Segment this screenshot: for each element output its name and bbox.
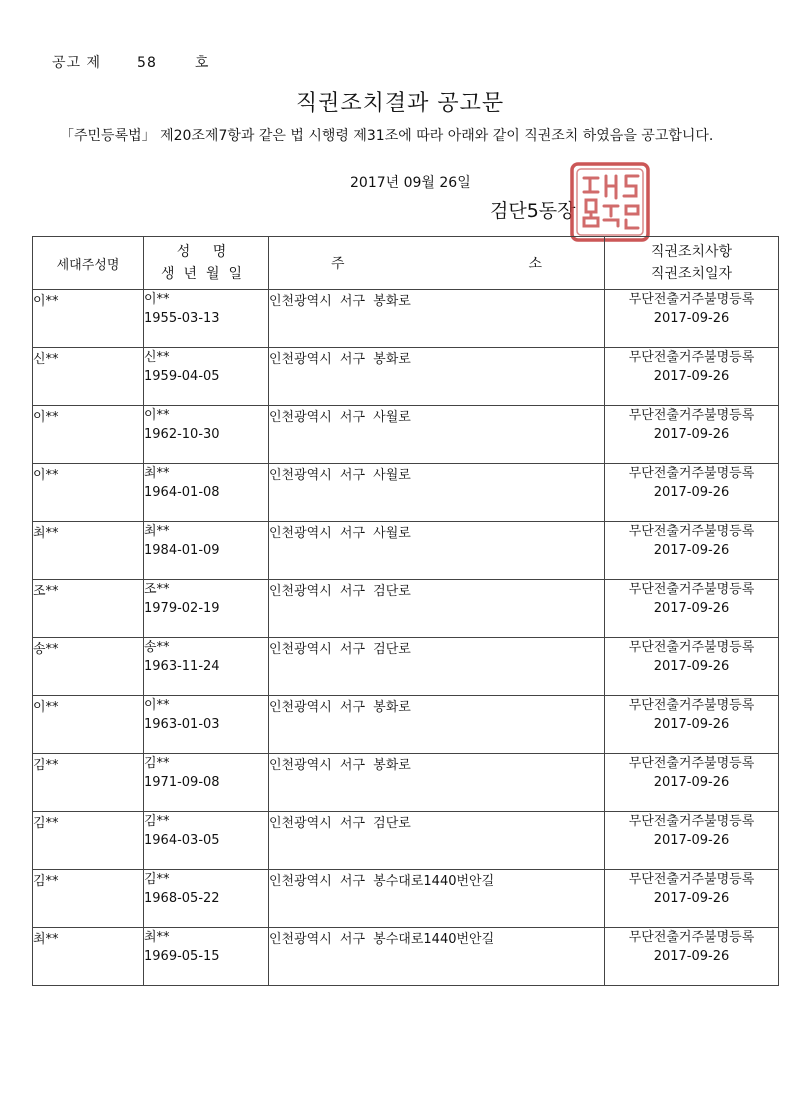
address-cell: 인천광역시 서구 검단로 [269,580,605,638]
address-cell: 인천광역시 서구 사월로 [269,406,605,464]
header-address-right: 소 [528,256,542,272]
action-cell [605,522,779,580]
header-address [269,237,605,290]
householder-cell: 이** [33,464,144,522]
birth-date: 1955-03-13 [144,311,220,326]
action-cell [605,754,779,812]
person-name: 최** [144,466,170,481]
header-name-birth [144,237,269,290]
header-action-date-label: 직권조치일자 [650,266,733,282]
person-cell [144,696,269,754]
householder-cell: 송** [33,638,144,696]
action-type: 무단전출거주불명등록 [628,524,755,539]
action-cell [605,638,779,696]
table-row [33,580,779,638]
person-name: 최** [144,930,170,945]
action-date: 2017-09-26 [653,543,730,558]
person-cell [144,580,269,638]
action-cell [605,870,779,928]
householder-cell: 최** [33,928,144,986]
action-type: 무단전출거주불명등록 [628,466,755,481]
table-row [33,464,779,522]
action-date: 2017-09-26 [653,717,730,732]
registry-table [32,236,779,986]
address-cell: 인천광역시 서구 검단로 [269,812,605,870]
birth-date: 1964-01-08 [144,485,220,500]
householder-cell: 김** [33,812,144,870]
person-cell [144,870,269,928]
action-type: 무단전출거주불명등록 [628,582,755,597]
header-name-label: 성 명 [176,244,236,260]
header-action [605,237,779,290]
person-cell [144,812,269,870]
householder-cell: 조** [33,580,144,638]
action-cell [605,812,779,870]
action-date: 2017-09-26 [653,949,730,964]
action-cell [605,406,779,464]
householder-cell: 김** [33,754,144,812]
person-cell [144,638,269,696]
birth-date: 1963-11-24 [144,659,220,674]
action-cell [605,928,779,986]
person-name: 김** [144,872,170,887]
action-date: 2017-09-26 [653,427,730,442]
table-header-row [33,237,779,290]
address-cell: 인천광역시 서구 사월로 [269,464,605,522]
action-type: 무단전출거주불명등록 [628,814,755,829]
person-name: 최** [144,524,170,539]
householder-cell: 김** [33,870,144,928]
official-seal-icon [568,160,652,244]
table-row [33,696,779,754]
person-name: 조** [144,582,170,597]
person-name: 이** [144,292,170,307]
table-row [33,812,779,870]
action-type: 무단전출거주불명등록 [628,408,755,423]
header-birth-label: 생년월일 [160,266,252,282]
address-cell: 인천광역시 서구 봉화로 [269,754,605,812]
person-name: 송** [144,640,170,655]
table-row [33,290,779,348]
address-cell: 인천광역시 서구 봉수대로1440번안길 [269,870,605,928]
person-cell [144,522,269,580]
table-row [33,928,779,986]
table-row [33,638,779,696]
action-date: 2017-09-26 [653,891,730,906]
person-cell [144,348,269,406]
signer-title: 검단5동장 [490,200,576,222]
header-action-type-label: 직권조치사항 [650,244,733,260]
person-cell [144,464,269,522]
header-address-left: 주 [331,256,345,272]
address-cell: 인천광역시 서구 봉화로 [269,348,605,406]
householder-cell: 신** [33,348,144,406]
notice-suffix: 호 [194,55,210,71]
householder-cell: 최** [33,522,144,580]
birth-date: 1979-02-19 [144,601,220,616]
person-cell [144,290,269,348]
action-cell [605,348,779,406]
address-cell: 인천광역시 서구 봉수대로1440번안길 [269,928,605,986]
action-type: 무단전출거주불명등록 [628,640,755,655]
birth-date: 1964-03-05 [144,833,220,848]
birth-date: 1968-05-22 [144,891,220,906]
action-type: 무단전출거주불명등록 [628,698,755,713]
householder-cell: 이** [33,406,144,464]
action-type: 무단전출거주불명등록 [628,930,755,945]
person-cell [144,928,269,986]
intro-paragraph: 「주민등록법」 제20조제7항과 같은 법 시행령 제31조에 따라 아래와 같이 직권조치 하였음을 공고합니다. [60,128,714,144]
address-cell: 인천광역시 서구 사월로 [269,522,605,580]
person-name: 신** [144,350,170,365]
table-row [33,348,779,406]
action-type: 무단전출거주불명등록 [628,292,755,307]
notice-number-value: 58 [137,55,157,71]
action-date: 2017-09-26 [653,311,730,326]
birth-date: 1962-10-30 [144,427,220,442]
table-row [33,870,779,928]
action-cell [605,464,779,522]
action-cell [605,290,779,348]
document-title: 직권조치결과 공고문 [295,91,505,116]
birth-date: 1959-04-05 [144,369,220,384]
notice-number [52,52,209,72]
householder-cell: 이** [33,290,144,348]
person-cell [144,754,269,812]
address-cell: 인천광역시 서구 봉화로 [269,696,605,754]
person-name: 이** [144,408,170,423]
action-date: 2017-09-26 [653,833,730,848]
action-type: 무단전출거주불명등록 [628,872,755,887]
address-cell: 인천광역시 서구 검단로 [269,638,605,696]
table-row [33,754,779,812]
person-name: 김** [144,756,170,771]
table-row [33,522,779,580]
action-type: 무단전출거주불명등록 [628,756,755,771]
action-type: 무단전출거주불명등록 [628,350,755,365]
birth-date: 1969-05-15 [144,949,220,964]
birth-date: 1971-09-08 [144,775,220,790]
action-date: 2017-09-26 [653,659,730,674]
action-cell [605,696,779,754]
address-cell: 인천광역시 서구 봉화로 [269,290,605,348]
person-name: 이** [144,698,170,713]
person-name: 김** [144,814,170,829]
householder-cell: 이** [33,696,144,754]
header-head-of-household-label: 세대주성명 [56,257,120,273]
action-date: 2017-09-26 [653,601,730,616]
birth-date: 1984-01-09 [144,543,220,558]
action-date: 2017-09-26 [653,775,730,790]
table-row [33,406,779,464]
birth-date: 1963-01-03 [144,717,220,732]
person-cell [144,406,269,464]
action-date: 2017-09-26 [653,369,730,384]
notice-prefix: 공고 제 [52,55,102,71]
header-head-of-household [33,237,144,290]
action-date: 2017-09-26 [653,485,730,500]
action-cell [605,580,779,638]
notice-date: 2017년 09월 26일 [350,175,471,191]
